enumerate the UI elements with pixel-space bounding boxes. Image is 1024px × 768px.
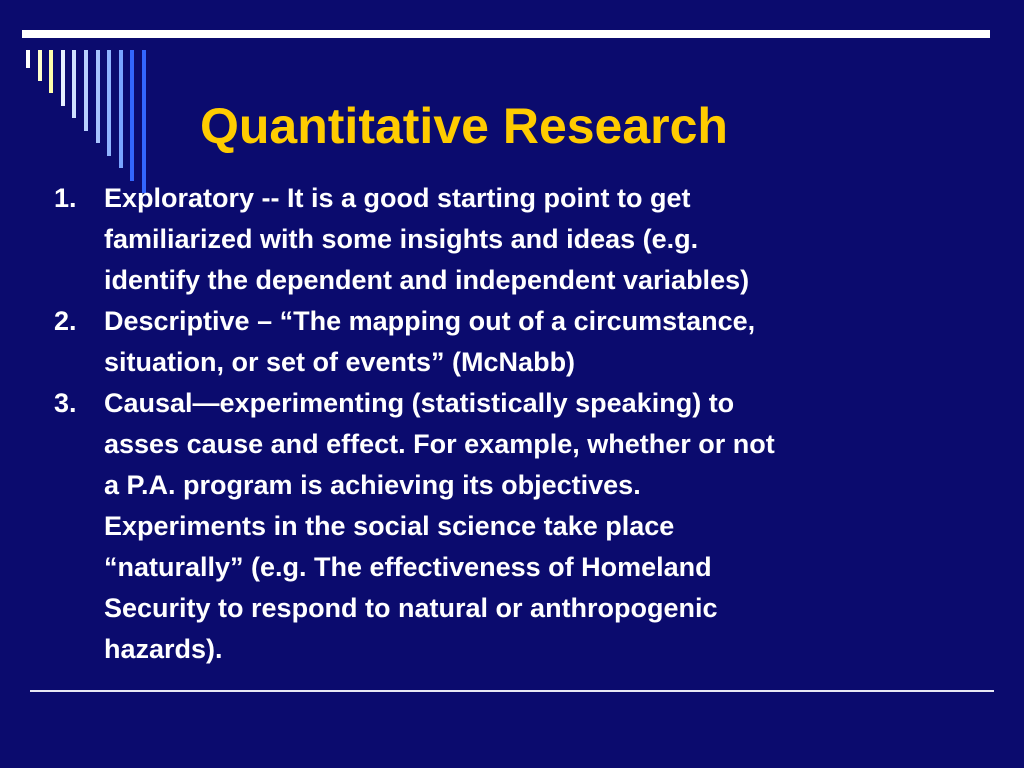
decorative-stripe bbox=[72, 50, 76, 118]
decorative-stripe bbox=[84, 50, 88, 131]
numbered-list bbox=[40, 178, 980, 670]
decorative-stripe bbox=[96, 50, 100, 143]
decorative-stripe bbox=[130, 50, 134, 181]
decorative-stripe bbox=[38, 50, 42, 81]
decorative-stripe bbox=[61, 50, 65, 106]
decorative-stripe bbox=[119, 50, 123, 168]
list-item-number: 2. bbox=[54, 306, 77, 336]
list-item-number: 3. bbox=[54, 388, 77, 418]
bottom-rule bbox=[30, 690, 994, 692]
decorative-stripe bbox=[26, 50, 30, 68]
list-item-number: 1. bbox=[54, 183, 77, 213]
list-item-text: Descriptive – “The mapping out of a circumstance, situation, or set of events” (McNabb) bbox=[104, 306, 756, 377]
decorative-stripes bbox=[0, 0, 200, 200]
list-item-text: Causal—experimenting (statistically speaking) to asses cause and effect. For example, whether or not a P.A. program is achieving its objectives. Experiments in the social science take place “naturally” (e.g. The effectiveness of Homeland Security to respond to natural or anthropogenic hazards). bbox=[104, 388, 775, 664]
list-item bbox=[40, 383, 980, 670]
list-item bbox=[40, 178, 980, 301]
list-item bbox=[40, 301, 980, 383]
list-item-text: Exploratory -- It is a good starting point to get familiarized with some insights and ideas (e.g. identify the dependent and independent variables) bbox=[104, 183, 750, 295]
decorative-stripe bbox=[107, 50, 111, 156]
decorative-stripe bbox=[49, 50, 53, 93]
slide-title: Quantitative Research bbox=[200, 98, 728, 154]
decorative-stripe bbox=[142, 50, 146, 193]
